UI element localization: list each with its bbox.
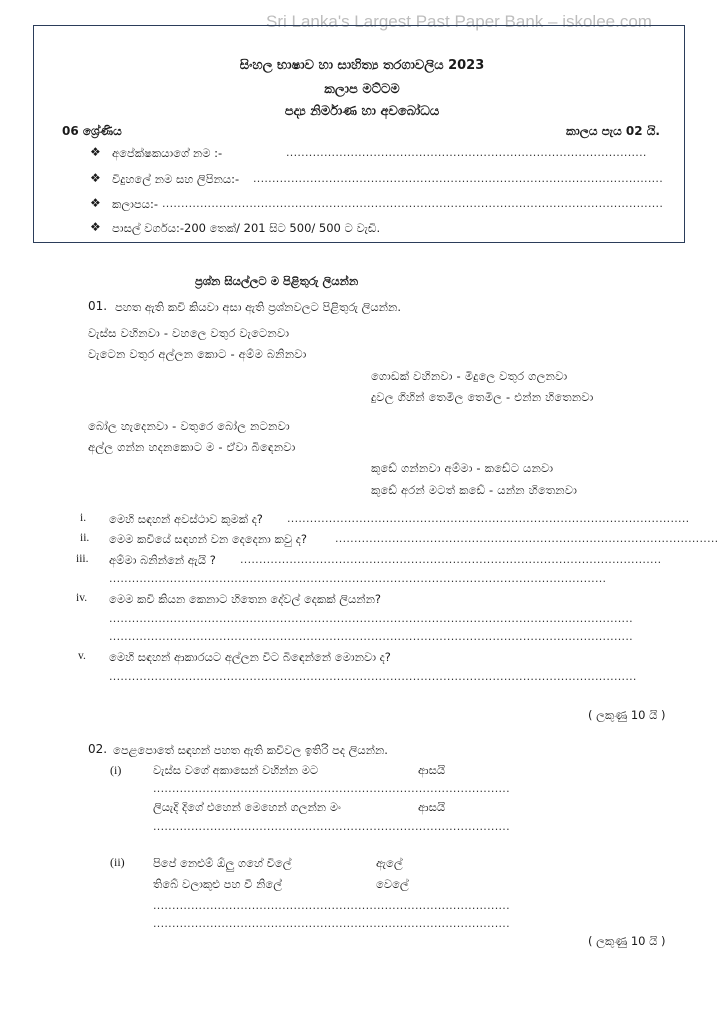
poem-line: ගොඩක් වහිනවා - මිදුලෙ වතුර ගලනවා <box>371 369 568 383</box>
q2-line-end: වෙලේ <box>376 877 409 891</box>
q2-line-end: ඇලේ <box>376 856 403 870</box>
poem-line: වැස්ස වහිනවා - වහලෙ වතුර වැටෙනවා <box>88 326 290 340</box>
answer-line[interactable]: .............................................................................................. <box>153 782 510 795</box>
q2-part-number: (i) <box>110 763 122 777</box>
answer-line[interactable]: .............................................................................................. <box>153 820 510 833</box>
q1-sub-question: මෙහි සඳහන් ආකාරයට අල්ලන විට බිඳෙන්නේ මොනවා ද? <box>109 650 391 664</box>
school-type-label: පාසල් වර්ගය:-200 තෙක්/ 201 සිට 500/ 500 ට වැඩි. <box>112 221 381 235</box>
answer-line[interactable]: .............................................................................................. <box>153 917 510 930</box>
q1-sub-number: i. <box>80 512 87 524</box>
candidate-name-field[interactable]: ............................................................................................... <box>286 146 647 159</box>
q2-line-end: ආසයි <box>418 800 446 814</box>
answer-line[interactable]: .......................................................................................................................................... <box>109 612 633 625</box>
school-field[interactable]: ............................................................................................................ <box>253 172 664 185</box>
answer-line[interactable]: .......................................................................................................... <box>287 512 690 525</box>
bullet-icon: ❖ <box>90 220 101 234</box>
answer-line[interactable]: .......................................................................................................................................... <box>109 630 633 643</box>
q1-sub-number: iv. <box>76 592 88 604</box>
q2-part-number: (ii) <box>110 855 125 869</box>
q2-marks: ( ලකුණු 10 යි ) <box>588 934 666 948</box>
q2-number: 02. <box>88 742 108 756</box>
duration-label: කාලය පැය 02 යි. <box>566 124 660 138</box>
q1-sub-question: මෙම කවියේ සඳහන් වන දෙදෙනා කවු ද? <box>109 532 307 546</box>
q2-poem-line: වැස්ස වගේ අකාසෙන් වහින්න මට <box>153 763 319 777</box>
poem-line: දුවල ගිහින් තෙමිල තෙමිල - එන්න හිතෙනවා <box>371 390 594 404</box>
q2-prompt: පෙළපොතේ සඳහන් පහත ඇති කවිවල ඉතිරි පද ලියන්න. <box>113 743 388 757</box>
paper-name: පද්‍ය නිර්මාණ හා අවබෝධය <box>284 104 440 119</box>
answer-line[interactable]: ............................................................................................................... <box>240 553 662 566</box>
grade-label: 06 ශ්‍රේණිය <box>62 124 122 138</box>
watermark-text: Sri Lanka's Largest Past Paper Bank – iskolee.com <box>266 12 652 31</box>
q1-sub-question: අම්මා බනින්නේ ඇයි ? <box>109 553 216 567</box>
q1-sub-question: මෙහි සඳහන් අවස්ථාව කුමක් ද? <box>109 512 263 526</box>
bullet-icon: ❖ <box>90 145 101 159</box>
paper-subtitle: කලාප මට්ටම <box>324 82 400 97</box>
bullet-icon: ❖ <box>90 196 101 210</box>
answer-line[interactable]: ................................................................................................................................... <box>109 572 607 585</box>
paper-title: සිංහල භාෂාව හා සාහිත්‍ය තරගාවලිය 2023 <box>239 58 485 73</box>
q2-poem-line: තිබේ වලාකුළු පහ වී නිලේ <box>153 877 283 891</box>
poem-line: කුඩේ ගන්නවා අම්මා - කඩේට යනවා <box>371 461 554 475</box>
q1-sub-number: v. <box>78 650 86 662</box>
poem-line: වැටෙන වතුර අල්ලන කොට - අම්ම බනිනවා <box>88 347 307 361</box>
q1-marks: ( ලකුණු 10 යි ) <box>588 708 666 722</box>
candidate-name-label: අපේක්ෂකයාගේ නම :- <box>112 146 223 160</box>
q2-poem-line: පිපේ නෙළුම් ඕලු ගහේ විලේ <box>153 856 292 870</box>
answer-line[interactable]: .............................................................................................. <box>153 899 510 912</box>
q2-poem-line: ලියැදි දිගේ එහෙන් මෙහෙන් ගලන්න මං <box>153 800 341 814</box>
zone-field[interactable]: .................................................................................................................................... <box>162 197 664 210</box>
instruction-text: ප්‍රශ්න සියල්ලට ම පිළිතුරු ලියන්න <box>195 274 359 288</box>
poem-line: කුඩේ අරන් මටත් කඩේ - යන්න හිතෙනවා <box>371 483 578 497</box>
answer-line[interactable]: ..................................................................................................... <box>335 532 719 545</box>
answer-line[interactable]: ........................................................................................................................................... <box>109 670 637 683</box>
q1-sub-number: iii. <box>76 553 89 565</box>
bullet-icon: ❖ <box>90 171 101 185</box>
q1-prompt: පහත ඇති කවි කියවා අසා ඇති ප්‍රශ්නවලට පිළිතුරු ලියන්න. <box>115 300 402 314</box>
q1-number: 01. <box>88 299 108 313</box>
q1-sub-question: මෙම කවි කියන කෙනාට හිතෙන දේවල් දෙකක් ලියන්න? <box>109 592 382 606</box>
q2-line-end: ආසයි <box>418 763 446 777</box>
poem-line: බෝල හැදෙනවා - වතුරෙ බෝල නටනවා <box>88 419 290 433</box>
poem-line: අල්ල ගන්න හදනකොට ම - ඒවා බිඳෙනවා <box>88 440 296 454</box>
school-label: විදුහලේ නම සහ ලිපිනය:- <box>112 172 240 186</box>
q1-sub-number: ii. <box>80 532 90 544</box>
zone-label: කලාපය:- <box>112 197 158 211</box>
